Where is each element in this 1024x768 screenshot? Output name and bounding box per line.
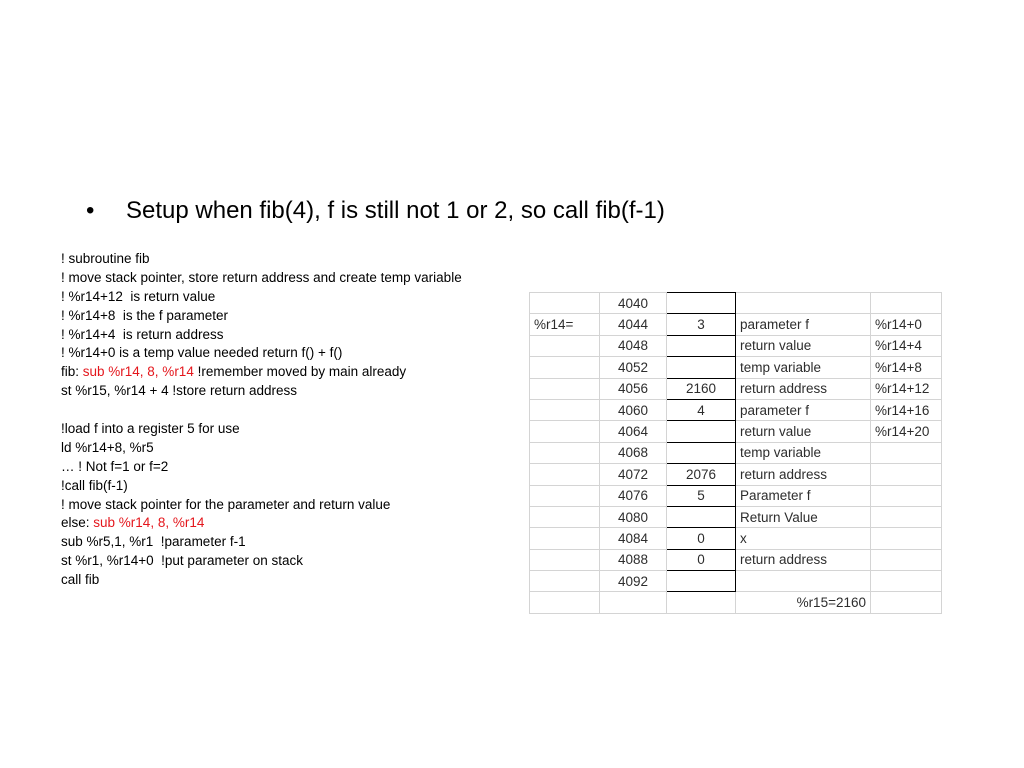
offset-cell: %r14+16 xyxy=(871,399,942,420)
code-line xyxy=(61,288,462,307)
offset-cell xyxy=(871,442,942,463)
code-text: !call fib(f-1) xyxy=(61,477,128,493)
offset-cell xyxy=(871,293,942,314)
code-line xyxy=(61,307,462,326)
row-label xyxy=(530,571,600,592)
table-row xyxy=(530,399,942,420)
code-line xyxy=(61,382,462,401)
description-cell: Return Value xyxy=(736,506,871,527)
code-text: !load f into a register 5 for use xyxy=(61,421,240,437)
code-line xyxy=(61,269,462,288)
code-line xyxy=(61,250,462,269)
table-row xyxy=(530,442,942,463)
code-text: st %r1, %r14+0 !put parameter on stack xyxy=(61,553,303,569)
code-text: ! move stack pointer for the parameter and return value xyxy=(61,496,391,512)
code-text: ! %r14+8 is the f parameter xyxy=(61,307,228,323)
code-line xyxy=(61,344,462,363)
code-text: ! move stack pointer, store return address and create temp variable xyxy=(61,269,462,285)
value-cell xyxy=(667,506,736,527)
table-row xyxy=(530,314,942,335)
table-row xyxy=(530,528,942,549)
bullet-dot: • xyxy=(86,197,95,224)
code-highlight-text: sub %r14, 8, %r14 xyxy=(82,364,194,380)
empty-cell xyxy=(600,592,667,613)
value-cell xyxy=(667,442,736,463)
address-cell: 4088 xyxy=(600,549,667,570)
value-cell xyxy=(667,571,736,592)
address-cell: 4048 xyxy=(600,335,667,356)
value-cell: 5 xyxy=(667,485,736,506)
code-line xyxy=(61,401,462,420)
memory-stack-table xyxy=(529,292,942,614)
description-cell: return address xyxy=(736,464,871,485)
row-label xyxy=(530,378,600,399)
value-cell xyxy=(667,421,736,442)
address-cell: 4044 xyxy=(600,314,667,335)
value-cell: 4 xyxy=(667,399,736,420)
description-cell: return value xyxy=(736,335,871,356)
offset-cell: %r14+0 xyxy=(871,314,942,335)
code-text: sub %r5,1, %r1 !parameter f-1 xyxy=(61,534,246,550)
description-cell: return address xyxy=(736,549,871,570)
offset-cell xyxy=(871,485,942,506)
description-cell: Parameter f xyxy=(736,485,871,506)
row-label xyxy=(530,293,600,314)
code-line xyxy=(61,477,462,496)
table-row xyxy=(530,571,942,592)
address-cell: 4060 xyxy=(600,399,667,420)
value-cell: 3 xyxy=(667,314,736,335)
table-row xyxy=(530,506,942,527)
address-cell: 4072 xyxy=(600,464,667,485)
offset-cell xyxy=(871,571,942,592)
table-footer-row xyxy=(530,592,942,613)
table-row xyxy=(530,378,942,399)
offset-cell xyxy=(871,464,942,485)
code-line xyxy=(61,439,462,458)
code-listing xyxy=(61,250,462,590)
row-label xyxy=(530,421,600,442)
row-label xyxy=(530,335,600,356)
code-line xyxy=(61,571,462,590)
slide-bullet xyxy=(86,196,665,226)
table-row xyxy=(530,357,942,378)
code-text: … ! Not f=1 or f=2 xyxy=(61,458,169,474)
code-line xyxy=(61,420,462,439)
value-cell: 0 xyxy=(667,549,736,570)
offset-cell xyxy=(871,549,942,570)
code-text: st %r15, %r14 + 4 !store return address xyxy=(61,383,297,399)
address-cell: 4068 xyxy=(600,442,667,463)
table-row xyxy=(530,335,942,356)
row-label: %r14= xyxy=(530,314,600,335)
description-cell xyxy=(736,571,871,592)
description-cell: temp variable xyxy=(736,357,871,378)
code-line xyxy=(61,496,462,515)
empty-cell xyxy=(871,592,942,613)
table-row xyxy=(530,293,942,314)
code-line xyxy=(61,458,462,477)
code-text: !remember moved by main already xyxy=(193,364,407,380)
value-cell xyxy=(667,335,736,356)
address-cell: 4064 xyxy=(600,421,667,442)
code-highlight-text: sub %r14, 8, %r14 xyxy=(93,515,205,531)
address-cell: 4052 xyxy=(600,357,667,378)
slide-bullet-text: Setup when fib(4), f is still not 1 or 2, so call fib(f-1) xyxy=(126,197,665,224)
offset-cell: %r14+20 xyxy=(871,421,942,442)
row-label xyxy=(530,442,600,463)
code-text: ! subroutine fib xyxy=(61,251,150,266)
offset-cell: %r14+12 xyxy=(871,378,942,399)
description-cell: parameter f xyxy=(736,314,871,335)
description-cell: parameter f xyxy=(736,399,871,420)
address-cell: 4076 xyxy=(600,485,667,506)
empty-cell xyxy=(667,592,736,613)
row-label xyxy=(530,506,600,527)
value-cell xyxy=(667,357,736,378)
code-text: ! %r14+12 is return value xyxy=(61,288,216,304)
address-cell: 4040 xyxy=(600,293,667,314)
table-row xyxy=(530,421,942,442)
code-text: ! %r14+4 is return address xyxy=(61,326,224,342)
r15-value-cell: %r15=2160 xyxy=(736,592,871,613)
description-cell xyxy=(736,293,871,314)
table-row xyxy=(530,549,942,570)
offset-cell xyxy=(871,506,942,527)
code-text: ! %r14+0 is a temp value needed return f() + f() xyxy=(61,345,343,361)
row-label xyxy=(530,399,600,420)
code-line xyxy=(61,363,462,382)
code-line xyxy=(61,514,462,533)
address-cell: 4056 xyxy=(600,378,667,399)
code-line xyxy=(61,533,462,552)
row-label xyxy=(530,464,600,485)
value-cell: 0 xyxy=(667,528,736,549)
description-cell: return value xyxy=(736,421,871,442)
value-cell xyxy=(667,293,736,314)
offset-cell xyxy=(871,528,942,549)
row-label xyxy=(530,528,600,549)
description-cell: temp variable xyxy=(736,442,871,463)
code-text: else: xyxy=(61,515,94,531)
row-label xyxy=(530,549,600,570)
row-label xyxy=(530,485,600,506)
address-cell: 4080 xyxy=(600,506,667,527)
value-cell: 2160 xyxy=(667,378,736,399)
code-text: call fib xyxy=(61,572,100,588)
address-cell: 4092 xyxy=(600,571,667,592)
offset-cell: %r14+4 xyxy=(871,335,942,356)
value-cell: 2076 xyxy=(667,464,736,485)
address-cell: 4084 xyxy=(600,528,667,549)
code-text: ld %r14+8, %r5 xyxy=(61,439,154,455)
offset-cell: %r14+8 xyxy=(871,357,942,378)
code-text: fib: xyxy=(61,364,83,380)
description-cell: return address xyxy=(736,378,871,399)
table-row xyxy=(530,485,942,506)
row-label xyxy=(530,357,600,378)
description-cell: x xyxy=(736,528,871,549)
empty-cell xyxy=(530,592,600,613)
code-line xyxy=(61,326,462,345)
table-row xyxy=(530,464,942,485)
code-line xyxy=(61,552,462,571)
